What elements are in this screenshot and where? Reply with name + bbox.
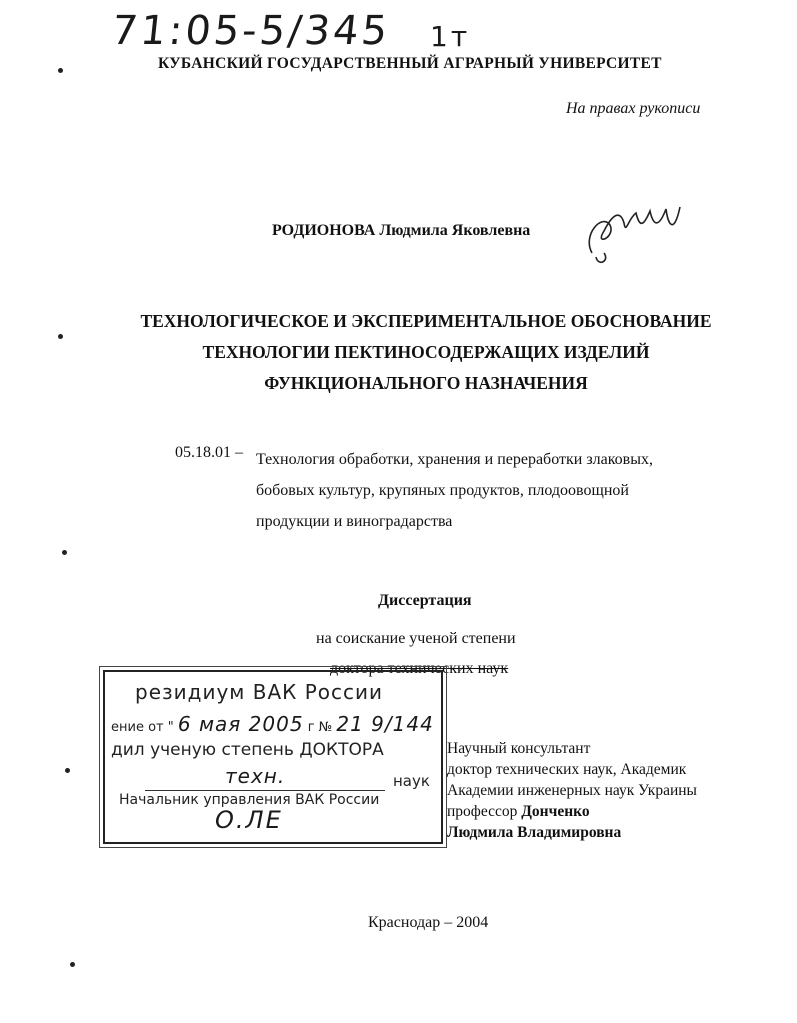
stamp-decision-no: 21 9/144 [336,712,434,736]
consultant-given-name: Людмила Владимировна [447,824,622,841]
stamp-field-underline [145,790,385,791]
archive-code-suffix: 1т [430,20,471,53]
scan-mark-5 [70,962,75,967]
title-line-3: ФУНКЦИОНАЛЬНОГО НАЗНАЧЕНИЯ [264,373,588,393]
archive-code: 71:05-5/345 [109,8,393,54]
stamp-decision-row [111,712,434,736]
consultant-line-4 [447,801,697,822]
stamp-decision-date: 6 мая 2005 [177,712,304,736]
stamp-title: резидиум ВАК России [135,680,383,704]
consultant-line-1: Научный консультант [447,740,591,757]
specialty-line-3: продукции и виноградарства [256,513,453,530]
scan-mark-2 [58,334,63,339]
university-name: КУБАНСКИЙ ГОСУДАРСТВЕННЫЙ АГРАРНЫЙ УНИВЕРСИТЕТ [158,55,662,72]
specialty-text [256,444,653,537]
scan-mark-4 [65,768,70,773]
consultant-line-2: доктор технических наук, Академик [447,761,687,778]
rights-note: На правах рукописи [566,100,701,117]
city-year: Краснодар – 2004 [368,914,489,931]
author-given-name: Людмила Яковлевна [379,222,531,239]
stamp-footer: Начальник управления ВАК России [119,792,380,808]
title-line-1: ТЕХНОЛОГИЧЕСКОЕ И ЭКСПЕРИМЕНТАЛЬНОЕ ОБОСНОВАНИЕ [140,311,712,331]
specialty-line-2: бобовых культур, крупяных продуктов, плодоовощной [256,482,629,499]
scan-mark-3 [62,550,67,555]
specialty-code: 05.18.01 – [175,444,243,461]
author-line [272,222,530,240]
author-signature [580,195,700,270]
specialty-line-1: Технология обработки, хранения и переработки злаковых, [256,451,653,468]
consultant-block [447,738,697,843]
vak-approval-stamp [103,670,443,844]
consultant-surname: Донченко [521,803,590,820]
dissertation-title [96,306,756,399]
stamp-decision-no-label: г № [307,720,333,735]
author-surname: РОДИОНОВА [272,222,376,239]
stamp-decision-prefix: ение от " [111,720,174,735]
stamp-awarded: дил ученую степень ДОКТОРА [111,740,384,760]
title-line-2: ТЕХНОЛОГИИ ПЕКТИНОСОДЕРЖАЩИХ ИЗДЕЛИЙ [202,342,650,362]
consultant-title: профессор [447,803,518,820]
stamp-field-suffix: наук [393,772,430,790]
document-type: Диссертация [378,592,472,609]
consultant-line-3: Академии инженерных наук Украины [447,782,697,799]
stamp-signature: О.ЛЕ [215,806,283,834]
scan-mark-1 [58,68,63,73]
degree-line-2: доктора технических наук [330,660,509,677]
degree-line-1: на соискание ученой степени [316,630,516,647]
stamp-field: техн. [225,764,286,788]
